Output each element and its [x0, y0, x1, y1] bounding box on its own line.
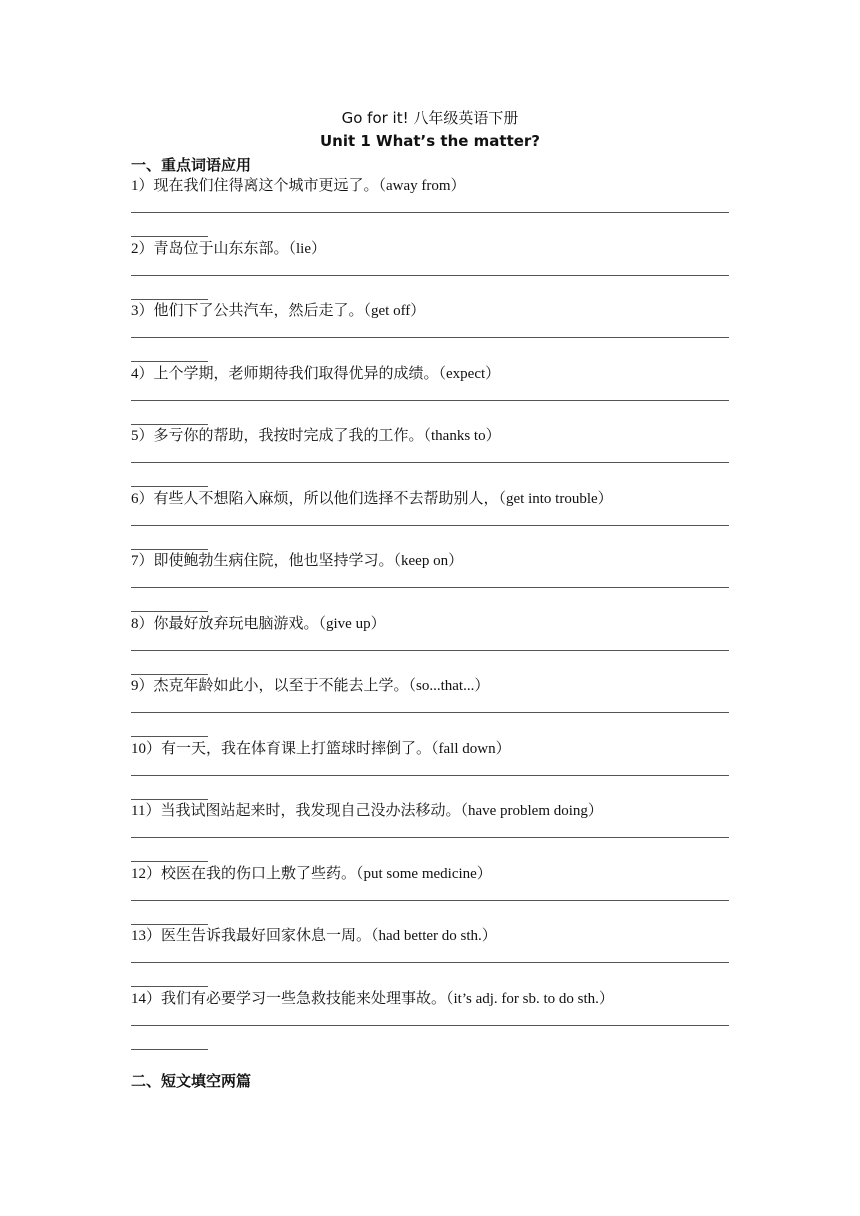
answer-line[interactable]	[131, 275, 729, 276]
question-text: 3）他们下了公共汽车，然后走了。（get off）	[131, 303, 426, 319]
answer-line-end[interactable]	[131, 736, 208, 737]
question-item	[131, 301, 729, 364]
section-heading-vocabulary: 一、重点词语应用	[131, 156, 252, 174]
answer-line-end[interactable]	[131, 799, 208, 800]
question-text: 6）有些人不想陷入麻烦，所以他们选择不去帮助别人，（get into trouble）	[131, 490, 613, 507]
question-item	[131, 864, 729, 927]
question-text: 4）上个学期，老师期待我们取得优异的成绩。（expect）	[131, 365, 501, 382]
answer-line[interactable]	[131, 462, 729, 463]
worksheet-title: Go for it! 八年级英语下册	[341, 109, 519, 127]
question-item	[131, 614, 729, 677]
question-list	[131, 176, 729, 1051]
question-text: 8）你最好放弃玩电脑游戏。（give up）	[131, 615, 386, 632]
question-text: 5）多亏你的帮助，我按时完成了我的工作。（thanks to）	[131, 428, 501, 444]
question-text: 11）当我试图站起来时，我发现自己没办法移动。（have problem doing）	[131, 803, 603, 819]
question-text: 7）即使鲍勃生病住院，他也坚持学习。（keep on）	[131, 553, 464, 569]
answer-line-end[interactable]	[131, 1049, 208, 1050]
question-item	[131, 926, 729, 989]
question-item	[131, 239, 729, 302]
question-text: 10）有一天，我在体育课上打篮球时摔倒了。（fall down）	[131, 740, 511, 757]
question-text: 1）现在我们住得离这个城市更远了。（away from）	[131, 178, 466, 194]
answer-line[interactable]	[131, 775, 729, 776]
answer-line-end[interactable]	[131, 236, 208, 237]
question-text: 12）校医在我的伤口上敷了些药。（put some medicine）	[131, 865, 492, 882]
question-text: 14）我们有必要学习一些急救技能来处理事故。（it’s adj. for sb. to do sth.）	[131, 990, 614, 1007]
answer-line-end[interactable]	[131, 549, 208, 550]
answer-line-end[interactable]	[131, 986, 208, 987]
answer-line-end[interactable]	[131, 486, 208, 487]
answer-line[interactable]	[131, 337, 729, 338]
answer-line-end[interactable]	[131, 424, 208, 425]
question-text: 9）杰克年龄如此小，以至于不能去上学。（so...that...）	[131, 678, 490, 694]
answer-line[interactable]	[131, 900, 729, 901]
answer-line[interactable]	[131, 837, 729, 838]
answer-line-end[interactable]	[131, 611, 208, 612]
question-item	[131, 989, 729, 1052]
unit-title: Unit 1 What’s the matter?	[319, 132, 541, 150]
question-item	[131, 551, 729, 614]
answer-line[interactable]	[131, 962, 729, 963]
question-item	[131, 364, 729, 427]
question-item	[131, 426, 729, 489]
answer-line[interactable]	[131, 650, 729, 651]
answer-line[interactable]	[131, 525, 729, 526]
question-item	[131, 489, 729, 552]
answer-line[interactable]	[131, 212, 729, 213]
question-text: 2）青岛位于山东东部。（lie）	[131, 240, 326, 257]
answer-line[interactable]	[131, 400, 729, 401]
answer-line-end[interactable]	[131, 361, 208, 362]
answer-line[interactable]	[131, 587, 729, 588]
answer-line[interactable]	[131, 1025, 729, 1026]
question-item	[131, 176, 729, 239]
question-item	[131, 739, 729, 802]
question-text: 13）医生告诉我最好回家休息一周。（had better do sth.）	[131, 928, 497, 944]
answer-line[interactable]	[131, 712, 729, 713]
section-heading-cloze: 二、短文填空两篇	[131, 1072, 252, 1090]
question-item	[131, 801, 729, 864]
answer-line-end[interactable]	[131, 861, 208, 862]
question-item	[131, 676, 729, 739]
answer-line-end[interactable]	[131, 674, 208, 675]
answer-line-end[interactable]	[131, 924, 208, 925]
answer-line-end[interactable]	[131, 299, 208, 300]
